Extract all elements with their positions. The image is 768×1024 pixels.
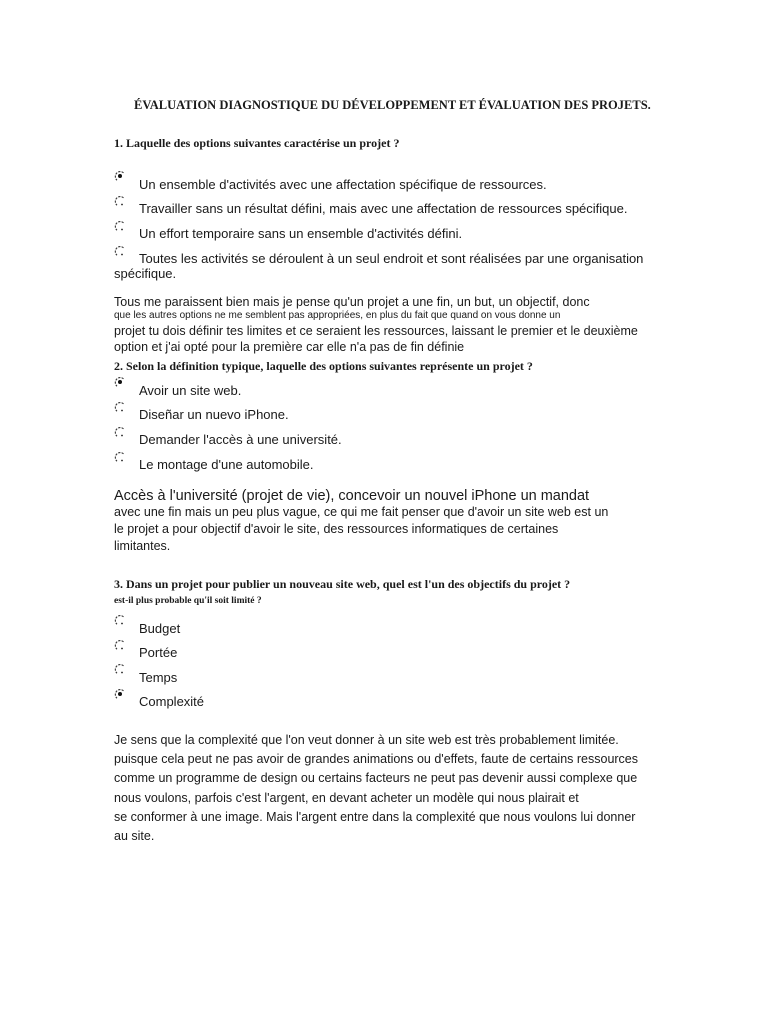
q1-option-3-radio[interactable] [114, 220, 126, 232]
q2-option-4-label: Le montage d'une automobile. [139, 457, 314, 472]
q3-answer-line: au site. [114, 829, 155, 843]
q1-option-2-radio[interactable] [114, 195, 126, 207]
q3-option-1-label: Budget [139, 621, 181, 636]
q2-option-2-radio[interactable] [114, 401, 126, 413]
question-1: 1. Laquelle des options suivantes caractérise un projet ? [114, 136, 400, 150]
q1-option-4-label: Toutes les activités se déroulent à un seul endroit et sont réalisées par une organisation [139, 251, 644, 266]
q3-option-4-radio[interactable] [114, 688, 126, 700]
q3-answer-line: comme un programme de design ou certains facteurs ne peut pas devenir aussi complexe que [114, 771, 638, 785]
q1-answer-line: Tous me paraissent bien mais je pense qu'un projet a une fin, un but, un objectif, donc [114, 295, 590, 309]
q3-answer-line: se conformer à une image. Mais l'argent entre dans la complexité que nous voulons lui donner [114, 810, 636, 824]
q2-option-3-label: Demander l'accès à une université. [139, 432, 342, 447]
question-3: 3. Dans un projet pour publier un nouveau site web, quel est l'un des objectifs du projet ? [114, 577, 571, 591]
q3-option-2-label: Portée [139, 645, 178, 660]
q1-option-1-radio[interactable] [114, 170, 126, 182]
q1-option-4-label-cont: spécifique. [114, 266, 177, 281]
q3-option-4-label: Complexité [139, 694, 205, 709]
q1-option-2-label: Travailler sans un résultat défini, mais avec une affectation de ressources spécifique. [139, 201, 628, 216]
q2-answer-line: Accès à l'université (projet de vie), concevoir un nouvel iPhone un mandat [114, 488, 590, 504]
q3-answer-line: Je sens que la complexité que l'on veut donner à un site web est très probablement limitée. [114, 733, 619, 747]
q2-option-4-radio[interactable] [114, 451, 126, 463]
document-title: ÉVALUATION DIAGNOSTIQUE DU DÉVELOPPEMENT ET ÉVALUATION DES PROJETS. [134, 98, 651, 112]
q3-answer-line: nous voulons, parfois c'est l'argent, en devant acheter un modèle qui nous plairait et [114, 791, 579, 805]
q3-option-3-label: Temps [139, 670, 178, 685]
q1-option-1-label: Un ensemble d'activités avec une affectation spécifique de ressources. [139, 177, 547, 192]
q2-option-2-label: Diseñar un nuevo iPhone. [139, 407, 289, 422]
q1-option-4-radio[interactable] [114, 245, 126, 257]
q2-answer-line: limitantes. [114, 539, 171, 553]
q3-option-2-radio[interactable] [114, 639, 126, 651]
question-2: 2. Selon la définition typique, laquelle des options suivantes représente un projet ? [114, 359, 533, 373]
q1-option-3-label: Un effort temporaire sans un ensemble d'activités défini. [139, 226, 463, 241]
q1-answer-line: que les autres options ne me semblent pas appropriées, en plus du fait que quand on vous donne un [114, 310, 561, 321]
q2-option-1-label: Avoir un site web. [139, 383, 242, 398]
q2-answer-line: avec une fin mais un peu plus vague, ce qui me fait penser que d'avoir un site web est un [114, 505, 609, 519]
q3-option-1-radio[interactable] [114, 614, 126, 626]
q3-option-3-radio[interactable] [114, 663, 126, 675]
question-3-sub: est-il plus probable qu'il soit limité ? [114, 596, 262, 606]
q1-answer-line: option et j'ai opté pour la première car elle n'a pas de fin définie [114, 340, 465, 354]
q3-answer-line: puisque cela peut ne pas avoir de grandes animations ou d'effets, faute de certains ressources [114, 752, 639, 766]
q2-option-3-radio[interactable] [114, 426, 126, 438]
q2-answer-line: le projet a pour objectif d'avoir le site, des ressources informatiques de certaines [114, 522, 559, 536]
q2-option-1-radio[interactable] [114, 376, 126, 388]
q1-answer-line: projet tu dois définir tes limites et ce seraient les ressources, laissant le premier et le deuxième [114, 324, 638, 338]
